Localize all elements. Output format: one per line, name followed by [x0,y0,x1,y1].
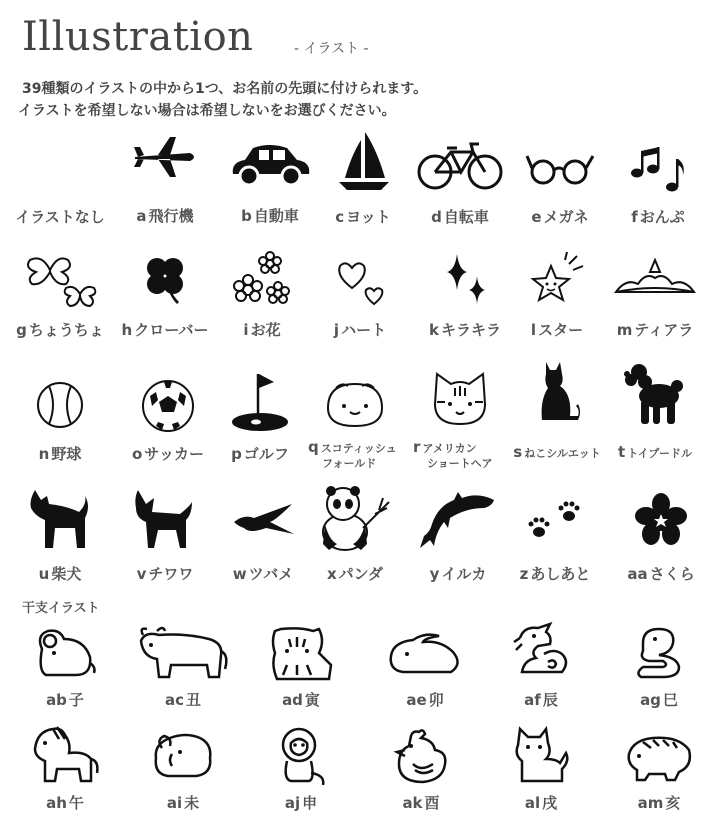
heart-icon [332,258,388,306]
option-c-sailboat[interactable] [308,130,418,230]
star-icon [527,252,587,308]
option-label: b 自動車 [241,207,299,225]
tiara-icon [612,258,698,298]
dragon-icon [510,622,572,682]
option-m-tiara[interactable] [600,258,710,347]
option-label: ah 午 [46,794,84,812]
rooster-icon [393,728,449,786]
option-aa-cherry-blossom[interactable] [606,492,710,586]
sailboat-icon [333,130,393,195]
option-label: ae 卯 [406,691,444,709]
page-subtitle: - イラスト - [294,41,369,57]
baseball-icon [35,380,85,430]
tiger-icon [267,625,335,683]
bicycle-icon [415,140,505,192]
option-y-dolphin[interactable] [403,490,513,586]
option-label: ai 未 [166,794,200,812]
zodiac-section-label: 干支イラスト [22,601,100,616]
option-label: am 亥 [637,794,681,812]
option-label: f おんぷ [631,208,685,226]
option-label: g ちょうちょ [16,321,104,339]
american-shorthair-cat-icon [429,370,491,428]
option-label: al 戌 [524,794,558,812]
option-label: u 柴犬 [38,565,82,583]
option-p-golf[interactable] [205,372,315,470]
option-label: aj 申 [284,794,318,812]
option-label: a 飛行機 [136,207,194,225]
option-label: n 野球 [38,445,82,463]
option-f-music-note[interactable] [603,145,710,240]
option-label: p ゴルフ [231,445,289,463]
option-ai-sheep[interactable] [128,730,238,815]
option-al-dog[interactable] [486,725,596,815]
golf-icon [228,372,292,432]
sheep-icon [150,730,216,782]
monkey-icon [273,725,329,787]
option-am-boar[interactable] [604,732,710,815]
dolphin-icon [418,490,498,550]
option-label: aa さくら [627,565,695,583]
option-label: w ツバメ [232,565,294,583]
option-label: m ティアラ [616,321,694,339]
boar-icon [623,732,695,782]
rabbit-icon [385,630,465,678]
option-label: r アメリカン ショートヘア [413,438,493,470]
option-label: s ねこシルエット [513,443,601,461]
option-label: y イルカ [429,565,487,583]
option-label: h クローバー [121,321,209,339]
option-label: v チワワ [136,565,194,583]
option-n-baseball[interactable] [5,380,115,470]
option-z-paw-print[interactable] [500,500,610,586]
option-a-airplane[interactable] [110,135,220,235]
option-label: af 辰 [524,691,558,709]
option-label: j ハート [333,321,387,339]
paw-print-icon [523,500,587,542]
description-line-1: 39種類のイラストの中から1つ、お名前の先頭に付けられます。 [22,81,428,97]
option-label: イラストなし [15,208,105,226]
option-v-chihuahua[interactable] [110,488,220,586]
butterfly-icon [20,252,100,312]
option-ab-rat[interactable] [10,625,120,715]
airplane-icon [130,135,200,180]
description [18,78,427,122]
option-label: d 自転車 [431,208,489,226]
dog-icon [510,725,572,785]
page-title: Illustration [22,14,254,60]
clover-icon [137,252,193,308]
option-q-scottish-fold[interactable] [300,378,410,478]
option-label: ab 子 [46,691,84,709]
option-r-american-shorthair[interactable] [405,370,515,478]
option-label: k キラキラ [429,321,501,339]
glasses-icon [525,150,595,186]
description-line-2: イラストを希望しない場合は希望しないをお選びください。 [18,103,396,119]
cherry-blossom-icon [632,492,690,548]
option-aj-monkey[interactable] [246,725,356,815]
option-g-butterfly[interactable] [5,252,115,347]
option-label: ag 巳 [640,691,678,709]
option-af-dragon[interactable] [486,622,596,715]
option-e-glasses[interactable] [505,150,615,240]
option-ah-horse[interactable] [10,725,120,815]
car-icon [225,140,315,190]
option-label: ac 丑 [164,691,202,709]
option-u-shiba[interactable] [5,486,115,586]
shiba-dog-icon [27,486,93,552]
horse-icon [29,725,101,785]
option-ac-ox[interactable] [128,625,238,715]
snake-icon [629,625,689,681]
soccer-ball-icon [140,378,196,434]
option-ag-snake[interactable] [604,625,710,715]
option-label: i お花 [243,321,281,339]
option-ae-rabbit[interactable] [370,630,480,715]
option-label: c ヨット [335,208,391,226]
option-d-bicycle[interactable] [405,140,515,240]
option-l-star[interactable] [502,252,612,347]
option-label: z あしあと [519,565,591,583]
option-label: e メガネ [531,208,589,226]
music-note-icon [628,145,688,195]
option-label: ad 寅 [282,691,320,709]
option-ak-rooster[interactable] [366,728,476,815]
sparkle-icon [437,252,493,308]
option-t-toy-poodle[interactable] [600,362,710,470]
option-s-cat-silhouette[interactable] [502,360,612,470]
panda-icon [317,484,393,552]
option-label: t トイプードル [618,443,692,461]
option-label: q スコティッシュ フォールド [308,438,397,470]
option-none[interactable] [5,140,115,240]
rat-icon [32,625,98,681]
option-label: l スター [530,321,584,339]
option-label: ak 酉 [402,794,440,812]
option-i-flower[interactable] [207,250,317,347]
swallow-icon [230,500,296,540]
cat-silhouette-icon [532,360,582,422]
ox-icon [135,625,231,681]
option-j-heart[interactable] [305,258,415,347]
option-ad-tiger[interactable] [246,625,356,715]
option-h-clover[interactable] [110,252,220,347]
option-label: x パンダ [326,565,384,583]
option-x-panda[interactable] [300,484,410,586]
chihuahua-icon [132,488,198,550]
scottish-fold-cat-icon [322,378,388,430]
toy-poodle-icon [623,362,687,428]
option-label: o サッカー [131,445,204,463]
flower-icon [230,250,294,312]
